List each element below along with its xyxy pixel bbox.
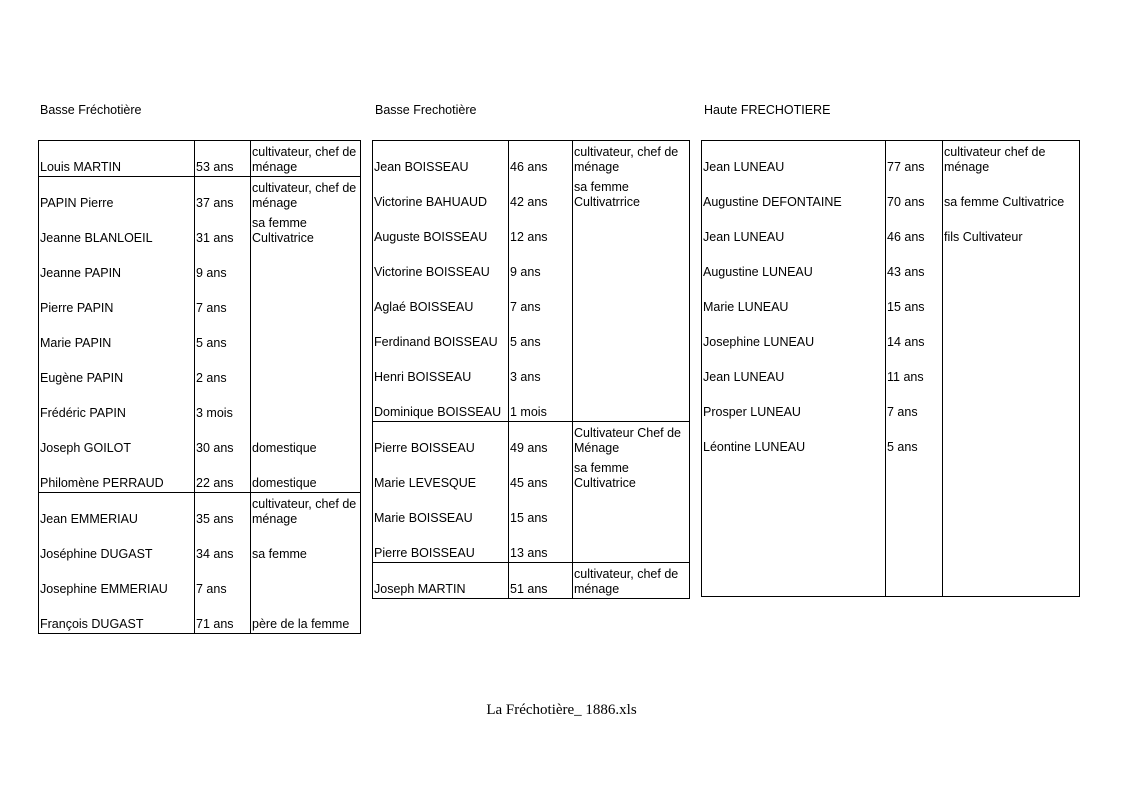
cell-empty	[702, 456, 886, 491]
cell-role	[251, 247, 361, 282]
cell-age: 31 ans	[195, 212, 251, 247]
cell-name: Auguste BOISSEAU	[374, 230, 488, 244]
cell-role: sa femme Cultivatrice	[943, 176, 1080, 211]
table-row	[39, 317, 361, 352]
cell-age: 15 ans	[886, 281, 943, 316]
cell-name: Marie PAPIN	[40, 336, 112, 350]
cell-role: cultivateur chef de ménage	[943, 141, 1080, 177]
cell-role: père de la femme	[251, 598, 361, 634]
cell-role	[251, 352, 361, 387]
cell-name: Victorine BOISSEAU	[374, 265, 490, 279]
cell-role	[943, 421, 1080, 456]
table-row	[702, 211, 1080, 246]
cell-name: Jean BOISSEAU	[373, 141, 509, 177]
cell-age: 46 ans	[509, 141, 573, 177]
table-row	[702, 281, 1080, 316]
table-row	[39, 282, 361, 317]
table-row	[702, 141, 1080, 177]
cell-age: 37 ans	[195, 177, 251, 213]
cell-name: Jean EMMERIAU	[39, 493, 195, 529]
table-row	[39, 247, 361, 282]
cell-role: sa femme Cultivatrice	[251, 212, 361, 247]
cell-role	[573, 316, 690, 351]
cell-name: Josephine LUNEAU	[703, 335, 815, 349]
table-row	[373, 527, 690, 563]
cell-age: 34 ans	[195, 528, 251, 563]
table-row	[373, 492, 690, 527]
cell-role: cultivateur, chef de ménage	[573, 141, 690, 177]
cell-age: 49 ans	[509, 422, 573, 458]
cell-empty	[943, 456, 1080, 491]
cell-role: cultivateur, chef de ménage	[251, 177, 361, 213]
cell-age: 15 ans	[509, 492, 573, 527]
cell-role	[251, 387, 361, 422]
table-row	[373, 351, 690, 386]
cell-name: Josephine EMMERIAU	[40, 582, 168, 596]
cell-empty	[702, 561, 886, 597]
table-row	[702, 246, 1080, 281]
census-table-basse-frechotiere-2	[372, 140, 690, 599]
cell-empty	[702, 526, 886, 561]
cell-name: Pierre BOISSEAU	[373, 422, 509, 458]
cell-empty	[943, 561, 1080, 597]
cell-name: Pierre BOISSEAU	[374, 546, 475, 560]
cell-empty	[886, 526, 943, 561]
cell-role	[573, 246, 690, 281]
cell-role: cultivateur, chef de ménage	[573, 563, 690, 599]
cell-age: 9 ans	[509, 246, 573, 281]
cell-role: fils Cultivateur	[943, 211, 1080, 246]
cell-role	[573, 386, 690, 422]
cell-name: Jeanne BLANLOEIL	[40, 231, 153, 245]
section-title-haute-frechotiere: Haute FRECHOTIERE	[704, 103, 831, 117]
cell-name: Philomène PERRAUD	[40, 476, 164, 490]
table-row	[373, 176, 690, 211]
table-row	[702, 176, 1080, 211]
cell-role: sa femme Cultivatrrice	[573, 176, 690, 211]
cell-name: Victorine BAHUAUD	[374, 195, 488, 209]
table-row	[373, 563, 690, 599]
cell-role	[573, 492, 690, 527]
cell-age: 1 mois	[509, 386, 573, 422]
cell-name: Dominique BOISSEAU	[374, 405, 502, 419]
cell-age: 13 ans	[509, 527, 573, 563]
table-row	[373, 281, 690, 316]
census-table-haute-frechotiere	[701, 140, 1080, 597]
cell-name: Marie LUNEAU	[703, 300, 789, 314]
cell-name: François DUGAST	[40, 617, 144, 631]
cell-name: Jeanne PAPIN	[40, 266, 122, 280]
cell-empty	[886, 456, 943, 491]
table-row	[702, 351, 1080, 386]
cell-role	[943, 281, 1080, 316]
cell-role: sa femme	[251, 528, 361, 563]
table-row	[702, 421, 1080, 456]
cell-role	[943, 246, 1080, 281]
table-row	[373, 211, 690, 246]
cell-age: 35 ans	[195, 493, 251, 529]
cell-role: domestique	[251, 422, 361, 457]
cell-name: Marie BOISSEAU	[374, 511, 473, 525]
cell-name: Augustine DEFONTAINE	[703, 195, 842, 209]
cell-name: Joseph MARTIN	[373, 563, 509, 599]
cell-role: domestique	[251, 457, 361, 493]
section-title-basse-frechotiere-1: Basse Fréchotière	[40, 103, 142, 117]
table-row	[39, 528, 361, 563]
cell-name: Pierre PAPIN	[40, 301, 114, 315]
cell-role	[573, 527, 690, 563]
cell-age: 45 ans	[509, 457, 573, 492]
cell-name: Frédéric PAPIN	[40, 406, 126, 420]
cell-age: 7 ans	[195, 563, 251, 598]
table-row	[39, 212, 361, 247]
cell-age: 51 ans	[509, 563, 573, 599]
cell-role	[943, 316, 1080, 351]
cell-name: Prosper LUNEAU	[703, 405, 801, 419]
table-row	[39, 598, 361, 634]
cell-age: 7 ans	[886, 386, 943, 421]
section-title-basse-frechotiere-2: Basse Frechotière	[375, 103, 477, 117]
table-row	[39, 563, 361, 598]
cell-name: PAPIN Pierre	[39, 177, 195, 213]
cell-role	[943, 386, 1080, 421]
cell-role	[573, 351, 690, 386]
cell-name: Augustine LUNEAU	[703, 265, 813, 279]
table-row	[373, 457, 690, 492]
cell-name: Joseph GOILOT	[40, 441, 132, 455]
cell-empty	[886, 561, 943, 597]
cell-name: Henri BOISSEAU	[374, 370, 472, 384]
cell-empty	[886, 491, 943, 526]
table-row	[39, 177, 361, 213]
table-row	[373, 246, 690, 281]
cell-name: Jean LUNEAU	[702, 141, 886, 177]
table-row	[702, 316, 1080, 351]
table-row-empty	[702, 561, 1080, 597]
table-row	[39, 457, 361, 493]
table-row	[39, 141, 361, 177]
cell-age: 22 ans	[195, 457, 251, 493]
table-row	[373, 386, 690, 422]
cell-name: Eugène PAPIN	[40, 371, 124, 385]
cell-name: Jean LUNEAU	[703, 370, 785, 384]
table-row	[373, 141, 690, 177]
cell-role	[573, 211, 690, 246]
cell-empty	[943, 491, 1080, 526]
table-row	[39, 493, 361, 529]
table-row-empty	[702, 456, 1080, 491]
cell-role	[251, 317, 361, 352]
cell-age: 12 ans	[509, 211, 573, 246]
table-row-empty	[702, 491, 1080, 526]
table-row	[39, 387, 361, 422]
cell-name: Léontine LUNEAU	[703, 440, 806, 454]
table-row-empty	[702, 526, 1080, 561]
table-row	[373, 316, 690, 351]
cell-name: Joséphine DUGAST	[40, 547, 153, 561]
cell-role: sa femme Cultivatrice	[573, 457, 690, 492]
cell-role	[251, 563, 361, 598]
cell-name: Marie LEVESQUE	[374, 476, 477, 490]
cell-name: Jean LUNEAU	[703, 230, 785, 244]
cell-age: 3 ans	[509, 351, 573, 386]
cell-age: 5 ans	[195, 317, 251, 352]
cell-role	[943, 351, 1080, 386]
cell-age: 70 ans	[886, 176, 943, 211]
table-row	[373, 422, 690, 458]
cell-age: 43 ans	[886, 246, 943, 281]
cell-age: 5 ans	[509, 316, 573, 351]
cell-age: 46 ans	[886, 211, 943, 246]
cell-name: Louis MARTIN	[39, 141, 195, 177]
cell-role: Cultivateur Chef de Ménage	[573, 422, 690, 458]
cell-age: 71 ans	[195, 598, 251, 634]
table-row	[702, 386, 1080, 421]
cell-age: 77 ans	[886, 141, 943, 177]
cell-role	[573, 281, 690, 316]
cell-age: 3 mois	[195, 387, 251, 422]
cell-age: 2 ans	[195, 352, 251, 387]
cell-age: 7 ans	[195, 282, 251, 317]
census-table-basse-frechotiere-1	[38, 140, 361, 634]
cell-age: 7 ans	[509, 281, 573, 316]
cell-age: 5 ans	[886, 421, 943, 456]
cell-empty	[943, 526, 1080, 561]
footer-filename: La Fréchotière_ 1886.xls	[486, 702, 637, 718]
cell-name: Aglaé BOISSEAU	[374, 300, 474, 314]
cell-age: 30 ans	[195, 422, 251, 457]
table-row	[39, 352, 361, 387]
cell-role: cultivateur, chef de ménage	[251, 141, 361, 177]
cell-role	[251, 282, 361, 317]
cell-name: Ferdinand BOISSEAU	[374, 335, 498, 349]
table-row	[39, 422, 361, 457]
cell-age: 14 ans	[886, 316, 943, 351]
cell-age: 53 ans	[195, 141, 251, 177]
cell-age: 11 ans	[886, 351, 943, 386]
cell-empty	[702, 491, 886, 526]
cell-age: 9 ans	[195, 247, 251, 282]
cell-age: 42 ans	[509, 176, 573, 211]
cell-role: cultivateur, chef de ménage	[251, 493, 361, 529]
